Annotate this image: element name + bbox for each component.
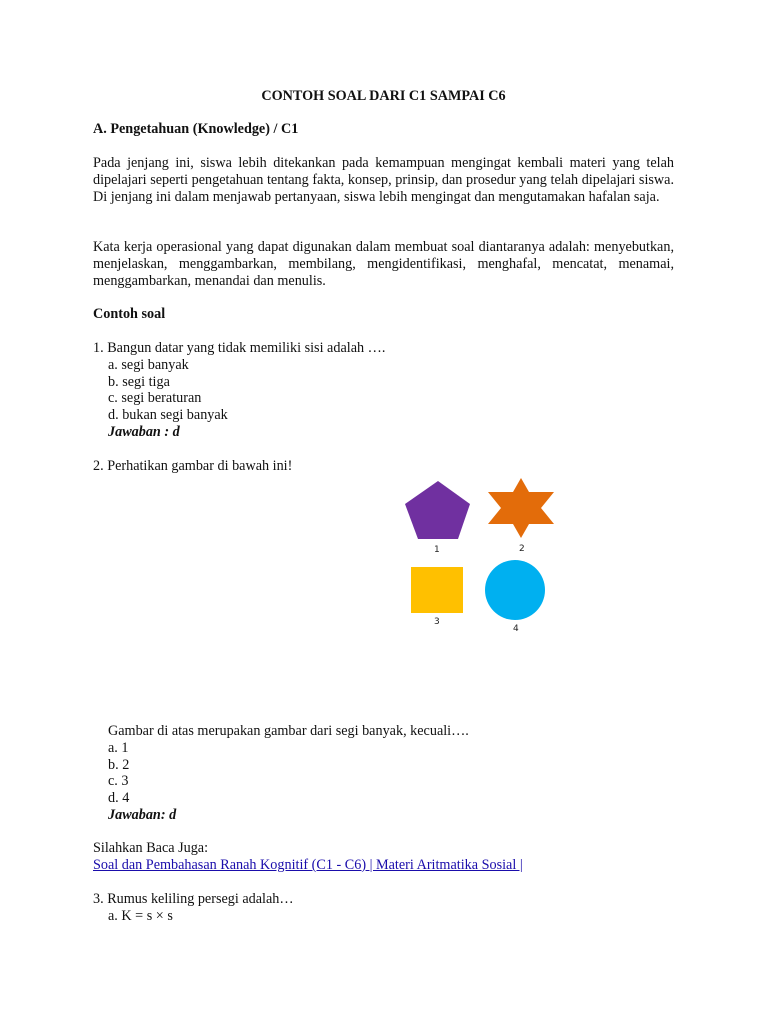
question-2-answer: Jawaban: d: [108, 806, 177, 823]
question-2: [93, 458, 292, 475]
shapes-figure: [393, 474, 563, 644]
star-shape: [488, 478, 554, 538]
question-2-option-a: a. 1: [108, 739, 129, 756]
paragraph-2: Kata kerja operasional yang dapat digunakan dalam membuat soal diantaranya adalah: menyebutkan, menjelaskan, menggambarkan, membilang, mengidentifikasi, menghafal, mencatat, menamai, menggambarkan, menandai dan menulis.: [93, 239, 674, 289]
question-3-option-a: a. K = s × s: [108, 907, 173, 924]
question-1-answer: Jawaban : d: [108, 423, 180, 440]
question-1: [93, 340, 385, 441]
contoh-soal-heading: Contoh soal: [93, 306, 166, 322]
pentagon-shape: [405, 481, 470, 539]
question-1-text: 1. Bangun datar yang tidak memiliki sisi adalah ….: [93, 340, 386, 356]
baca-juga-label: Silahkan Baca Juga:: [93, 840, 209, 856]
question-1-option-b: b. segi tiga: [108, 373, 170, 390]
question-3-text: 3. Rumus keliling persegi adalah…: [93, 891, 294, 907]
question-2-body: [93, 723, 469, 824]
shapes-svg: [393, 474, 563, 644]
question-1-option-d: d. bukan segi banyak: [108, 407, 228, 424]
page-title: CONTOH SOAL DARI C1 SAMPAI C6: [261, 88, 506, 104]
shape-label-3: 3: [434, 617, 440, 627]
paragraph-1: Pada jenjang ini, siswa lebih ditekankan pada kemampuan mengingat kembali materi yang telah dipelajari seperti pengetahuan tentang fakta, konsep, prinsip, dan prosedur yang telah dipelajari siswa. Di jenjang ini dalam menjawab pertanyaan, siswa lebih mengingat dan mengutamakan hafalan saja.: [93, 155, 674, 205]
question-1-option-c: c. segi beraturan: [108, 390, 202, 407]
question-3: [93, 891, 294, 925]
baca-juga-block: [93, 840, 523, 874]
section-heading: A. Pengetahuan (Knowledge) / C1: [93, 121, 299, 137]
shape-label-2: 2: [519, 544, 525, 554]
circle-shape: [485, 560, 545, 620]
shape-label-1: 1: [434, 545, 440, 555]
question-2-prompt: Gambar di atas merupakan gambar dari segi banyak, kecuali….: [108, 723, 469, 739]
question-2-option-c: c. 3: [108, 773, 129, 790]
question-1-option-a: a. segi banyak: [108, 356, 189, 373]
related-article-link[interactable]: Soal dan Pembahasan Ranah Kognitif (C1 - C6) | Materi Aritmatika Sosial |: [93, 856, 523, 873]
square-shape: [411, 567, 463, 613]
question-2-option-d: d. 4: [108, 790, 130, 807]
question-2-option-b: b. 2: [108, 756, 130, 773]
question-2-text: 2. Perhatikan gambar di bawah ini!: [93, 458, 293, 474]
shape-label-4: 4: [513, 624, 519, 634]
